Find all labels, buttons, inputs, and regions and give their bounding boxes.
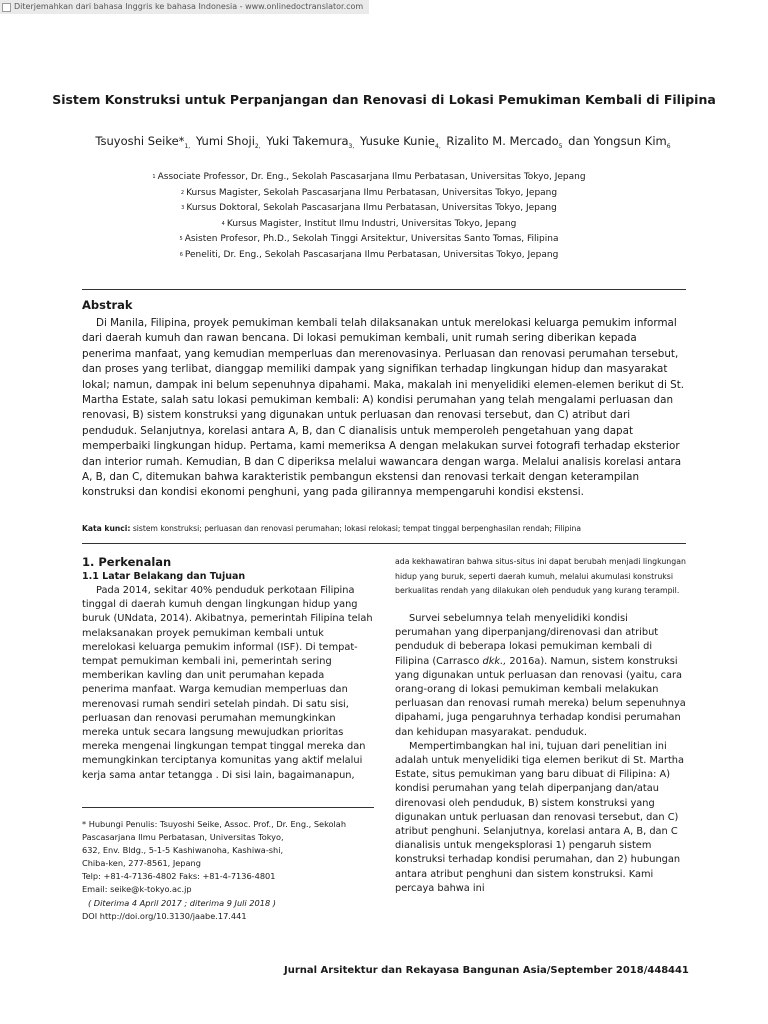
affiliation-text: Associate Professor, Dr. Eng., Sekolah Pascasarjana Ilmu Perbatasan, Universitas Tokyo, Jepang bbox=[157, 172, 586, 182]
affiliation-text: Asisten Profesor, Ph.D., Sekolah Tinggi Arsitektur, Universitas Santo Tomas, Filipina bbox=[184, 234, 559, 245]
affiliation-mark: 2 bbox=[180, 189, 185, 196]
abstract-body bbox=[82, 316, 687, 501]
translator-banner-text: Diterjemahkan dari bahasa Inggris ke bahasa Indonesia - www.onlinedoctranslator.com bbox=[14, 2, 364, 11]
keywords-text: sistem konstruksi; perluasan dan renovasi perumahan; lokasi relokasi; tempat tinggal berpenghasilan rendah; Filipina bbox=[130, 524, 581, 533]
footnote-divider bbox=[82, 807, 374, 808]
affiliation-text: Kursus Magister, Institut Ilmu Industri, Universitas Tokyo, Jepang bbox=[226, 218, 517, 229]
affiliation-mark: 1 bbox=[152, 174, 156, 180]
affiliation-list bbox=[0, 170, 738, 264]
divider-top bbox=[82, 289, 686, 290]
author-name: Rizalito M. Mercado bbox=[446, 134, 559, 148]
author-mark: 2, bbox=[254, 143, 261, 151]
author-mark: 1, bbox=[184, 143, 191, 151]
paper-title: Sistem Konstruksi untuk Perpanjangan dan Renovasi di Lokasi Pemukiman Kembali di Filipina bbox=[52, 92, 716, 107]
body-paragraph bbox=[395, 612, 687, 740]
footnote-line: Telp: +81-4-7136-4802 Faks: +81-4-7136-4801 bbox=[82, 871, 276, 882]
affiliation-item bbox=[0, 217, 738, 233]
keywords bbox=[82, 524, 687, 533]
doi-link[interactable]: DOI http://doi.org/10.3130/jaabe.17.441 bbox=[82, 910, 247, 921]
affiliation-item bbox=[0, 201, 738, 217]
paragraph-text: 2016a). Namun, sistem konstruksi yang digunakan untuk perluasan dan renovasi (yaitu, cara orang-orang di lokasi pemukiman kembali melakukan perluasan dan renovasi rumah mereka) belum sepenuhnya dipahami, juga pengaruhnya terhadap kondisi perumahan dan kehidupan masyarakat. penduduk. bbox=[395, 655, 686, 738]
author-name: Tsuyoshi Seike* bbox=[95, 134, 185, 148]
journal-footer: Jurnal Arsitektur dan Rekayasa Bangunan Asia/September 2018/448 bbox=[284, 965, 669, 976]
abstract-paragraph: Di Manila, Filipina, proyek pemukiman kembali telah dilaksanakan untuk merelokasi keluarga pemukim informal dari daerah kumuh dan rawan bencana. Di lokasi pemukiman kembali, unit rumah sering diberikan kepada penerima manfaat, yang kemudian memperluas dan merenovasinya. Perluasan dan renovasi perumahan tersebut, dan proses yang terlibat, dianggap memiliki dampak yang signifikan terhadap lingkungan hidup dan masyarakat lokal; namun, dampak ini belum sepenuhnya dipahami. Maka, makalah ini menyelidiki elemen-elemen berikut di St. Martha Estate, salah satu lokasi pemukiman kembali: A) kondisi perumahan yang telah mengalami perluasan dan renovasi, B) sistem konstruksi yang digunakan untuk perluasan dan renovasi tersebut, dan C) atribut dari penduduk. Selanjutnya, korelasi antara A, B, dan C dianalisis untuk memperoleh pengetahuan yang dapat memperbaiki lingkungan hidup. Pertama, kami memeriksa A dengan melakukan survei fotografi terhadap eksterior dan interior rumah. Kemudian, B dan C diperiksa melalui wawancara dengan warga. Melalui analisis korelasi antara A, B, dan C, ditemukan bahwa karakteristik pembangun ekstensi dan renovasi terkait dengan keterampilan konstruksi dan kondisi ekonomi penghuni, yang pada gilirannya mempengaruhi kondisi ekstensi. bbox=[82, 317, 685, 499]
subsection-heading: 1.1 Latar Belakang dan Tujuan bbox=[82, 571, 246, 582]
body-paragraph: Pada 2014, sekitar 40% penduduk perkotaan Filipina tinggal di daerah kumuh dengan lingkungan hidup yang buruk (UNdata, 2014). Akibatnya, pemerintah Filipina telah melaksanakan proyek pemukiman kembali untuk merelokasi keluarga pemukim informal (ISF). Di tempat-tempat pemukiman kembali ini, pemerintah sering memberikan kavling dan unit perumahan kepada penerima manfaat. Warga kemudian memperluas dan merenovasi rumah sendiri setelah pindah. Di satu sisi, perluasan dan renovasi perumahan memungkinkan mereka untuk secara langsung mewujudkan prioritas mereka mengenai lingkungan tempat tinggal mereka dan memungkinkan terciptanya komunitas yang aktif melalui kerja sama antar tetangga . Di sisi lain, bagaimanapun, bbox=[82, 585, 373, 781]
affiliation-item bbox=[0, 170, 738, 186]
received-dates: ( Diterima 4 April 2017 ; diterima 9 Juli 2018 ) bbox=[88, 897, 276, 908]
author-list bbox=[0, 134, 768, 150]
footnote-line: * Hubungi Penulis: Tsuyoshi Seike, Assoc. Prof., Dr. Eng., Sekolah bbox=[82, 819, 347, 829]
divider-keywords bbox=[82, 543, 686, 544]
affiliation-text: Kursus Magister, Sekolah Pascasarjana Ilmu Perbatasan, Universitas Tokyo, Jepang bbox=[186, 187, 558, 198]
affiliation-text: Peneliti, Dr. Eng., Sekolah Pascasarjana Ilmu Perbatasan, Universitas Tokyo, Jepang bbox=[184, 249, 559, 260]
affiliation-mark: 3 bbox=[181, 205, 185, 212]
abstract-heading: Abstrak bbox=[82, 298, 133, 312]
paragraph-text: Survei sebelumnya telah menyelidiki kondisi perumahan yang diperpanjang/direnovasi dan atribut penduduk di beberapa lokasi pemukiman kembali di Filipina (Carrasco bbox=[395, 613, 659, 667]
author-mark: 3, bbox=[348, 143, 355, 151]
affiliation-text: Kursus Doktoral, Sekolah Pascasarjana Ilmu Perbatasan, Universitas Tokyo, Jepang bbox=[186, 203, 557, 214]
section-heading: 1. Perkenalan bbox=[82, 555, 172, 569]
left-column bbox=[82, 584, 374, 783]
translator-banner[interactable] bbox=[0, 0, 369, 14]
footnote-line: 632, Env. Bldg., 5-1-5 Kashiwanoha, Kashiwa-shi, bbox=[82, 845, 284, 856]
translate-icon bbox=[2, 3, 11, 12]
author-mark: 5 bbox=[558, 143, 563, 151]
keywords-label: Kata kunci: bbox=[82, 524, 131, 533]
affiliation-mark: 6 bbox=[179, 251, 183, 258]
right-column-continuation: ada kekhawatiran bahwa situs-situs ini dapat berubah menjadi lingkungan hidup yang buruk, seperti daerah kumuh, melalui akumulasi konstruksi berkualitas rendah yang dilakukan oleh penduduk yang kurang terampil. bbox=[395, 557, 686, 596]
affiliation-mark: 4 bbox=[221, 220, 225, 227]
email-link[interactable]: Email: seike@k-tokyo.ac.jp bbox=[82, 884, 192, 895]
author-name: Yusuke Kunie bbox=[359, 134, 436, 148]
affiliation-item bbox=[0, 232, 738, 248]
affiliation-item bbox=[0, 186, 738, 202]
affiliation-item bbox=[0, 248, 738, 264]
body-paragraph: Mempertimbangkan hal ini, tujuan dari penelitian ini adalah untuk menyelidiki tiga elemen berikut di St. Martha Estate, situs pemukiman yang baru dibuat di Filipina: A) kondisi perumahan yang telah diperpanjang dan/atau direnovasi oleh penduduk, B) sistem konstruksi yang digunakan untuk perluasan dan renovasi tersebut, dan C) atribut penghuni. Selanjutnya, korelasi antara A, B, dan C dianalisis untuk mengeksplorasi 1) pengaruh sistem konstruksi terhadap kondisi perumahan, dan 2) hubungan antara atribut penghuni dan sistem konstruksi. Kami percaya bahwa ini bbox=[395, 740, 685, 894]
author-name: dan Yongsun Kim bbox=[568, 134, 667, 148]
footnote-line: Chiba-ken, 277-8561, Jepang bbox=[82, 858, 201, 869]
author-name: Yumi Shoji bbox=[195, 134, 255, 148]
affiliation-mark: 5 bbox=[179, 236, 183, 243]
author-mark: 4, bbox=[435, 143, 441, 151]
page-number: 441 bbox=[668, 965, 689, 976]
footnote-line: Pascasarjana Ilmu Perbatasan, Universitas Tokyo, bbox=[82, 832, 284, 843]
et-al-text: dkk., bbox=[482, 655, 507, 667]
author-mark: 6 bbox=[666, 143, 671, 151]
author-name: Yuki Takemura bbox=[266, 134, 349, 148]
corresponding-author-note bbox=[82, 818, 374, 923]
right-column bbox=[395, 612, 687, 896]
